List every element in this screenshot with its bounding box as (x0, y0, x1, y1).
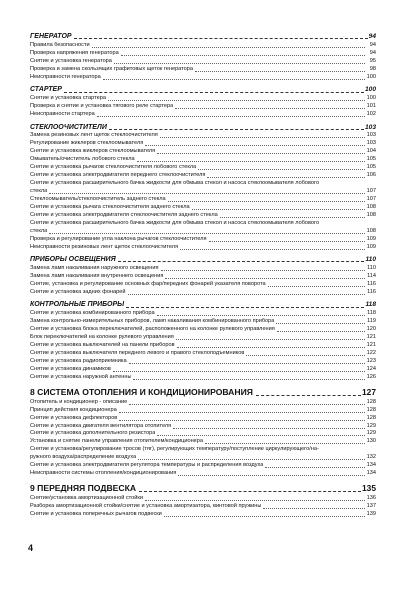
entry-page: 116 (367, 280, 376, 287)
entry-page: 101 (366, 103, 376, 110)
toc-entry (30, 212, 376, 220)
entry-title: Разборка амортизационной стойки/снятие и установка амортизатора, винтовой пружины (30, 503, 262, 510)
toc-entry (30, 326, 376, 334)
leader-dots (176, 339, 365, 340)
toc-entry (30, 265, 376, 273)
entry-page: 119 (367, 318, 376, 325)
entry-title: Регулирование жиклеров стеклоомывателя (30, 140, 144, 147)
entry-title: Снятие, установка и регулирование основных фар/передних фонарей указателя поворота (30, 280, 266, 287)
toc-entry (30, 281, 376, 289)
toc-entry (30, 503, 376, 511)
entry-title: Замена резиновых лент щеток стеклоочистителя (30, 132, 158, 139)
entry-title: Замена контрольно-измерительных приборов, ламп накаливания комбинированного прибора (30, 318, 275, 325)
toc-entry (30, 511, 376, 519)
heading-title: 8 СИСТЕМА ОТОПЛЕНИЯ И КОНДИЦИОНИРОВАНИЯ (30, 386, 253, 397)
entry-page: 108 (366, 227, 376, 234)
entry-page: 124 (366, 365, 376, 372)
leader-dots (164, 516, 365, 517)
heading-title: 9 ПЕРЕДНЯЯ ПОДВЕСКА (30, 483, 137, 494)
toc-entry (30, 188, 376, 196)
leader-dots (121, 55, 365, 56)
entry-title: Снятие и установка задних фонарей (30, 288, 126, 295)
toc-entry (30, 470, 376, 478)
entry-title: Снятие и установка двигателя вентилятора отопителя (30, 422, 172, 429)
leader-dots (209, 241, 365, 242)
toc-entry (30, 111, 376, 119)
entry-title: Снятие и установка дефлекторов (30, 414, 118, 421)
entry-title: Принцип действия кондиционера (30, 406, 117, 413)
toc-entry (30, 236, 376, 244)
heading-page: 110 (365, 256, 376, 264)
leader-dots (168, 201, 365, 202)
leader-dots (177, 347, 365, 348)
entry-title: Снятие и установка выключателей на панели приборов (30, 342, 175, 349)
section-heading (30, 254, 376, 265)
toc-entry (30, 374, 376, 382)
entry-title: Неисправности генератора (30, 73, 101, 80)
leader-dots (113, 371, 365, 372)
leader-dots (92, 47, 365, 48)
entry-title: Снятие и установка электродвигателя переднего стеклоочистителя (30, 172, 206, 179)
entry-page: 121 (366, 342, 376, 349)
entry-page: 104 (366, 148, 376, 155)
entry-page: 103 (366, 140, 376, 147)
leader-dots (145, 145, 365, 146)
section-heading (30, 122, 376, 133)
heading-title: ГЕНЕРАТОР (30, 33, 72, 40)
entry-page: 110 (367, 265, 376, 272)
toc-entry (30, 358, 376, 366)
entry-title: Снятие и установка комбинированного прибора (30, 310, 155, 317)
toc-entry (30, 196, 376, 204)
entry-page: 134 (366, 470, 376, 477)
table-of-contents (30, 31, 376, 519)
leader-line (256, 395, 361, 396)
toc-entry (30, 438, 376, 446)
toc-entry (30, 220, 376, 228)
entry-title: Омыватель/очиститель лобового стекла (30, 156, 135, 163)
section-heading (30, 31, 376, 42)
toc-entry (30, 66, 376, 74)
heading-title: КОНТРОЛЬНЫЕ ПРИБОРЫ (30, 301, 125, 309)
entry-title: Снятие и установка рычагов стеклоочистителя лобового стекла (30, 164, 197, 171)
toc-entry (30, 318, 376, 326)
heading-page: 94 (368, 33, 376, 40)
section-heading (30, 84, 376, 95)
toc-entry (30, 50, 376, 58)
entry-title: Снятие и установка генератора (30, 57, 112, 64)
toc-entry (30, 228, 376, 236)
toc-entry (30, 103, 376, 111)
entry-page: 95 (369, 57, 376, 64)
entry-title: Замена ламп накаливания внутреннего освещения (30, 272, 164, 279)
entry-page: 103 (366, 132, 376, 139)
leader-dots (277, 331, 365, 332)
entry-page: 106 (366, 172, 376, 179)
entry-title: Снятие и установка блока переключателей, расположенного на колонке рулевого управления (30, 326, 275, 333)
toc-entry (30, 462, 376, 470)
leader-dots (129, 363, 365, 364)
toc-entry (30, 140, 376, 148)
toc-entry (30, 273, 376, 281)
leader-dots (178, 475, 365, 476)
leader-dots (157, 435, 365, 436)
leader-dots (103, 79, 365, 80)
entry-title: Проверка и снятие и установка тягового реле стартера (30, 103, 174, 110)
entry-title: Неисправности резиновых лент щеток стеклоочистителя (30, 243, 179, 250)
leader-dots (165, 278, 365, 279)
entry-page: 100 (366, 95, 376, 102)
leader-dots (205, 443, 365, 444)
entry-title: ружного воздуха/распределение воздуха (30, 454, 137, 461)
entry-title: Снятие и установка дополнительного резистора (30, 430, 156, 437)
leader-dots (263, 508, 365, 509)
entry-title: Неисправности стартера (30, 111, 95, 118)
entry-title: Проверка и замена скользящих графитовых щеток генератора (30, 65, 193, 72)
entry-title: Снятие и установка расширительного бачка жидкости для обмыва стекол и насоса стеклоомывателя лобового (30, 219, 320, 226)
entry-title: Снятие и установка поперечных рычагов подвески (30, 510, 162, 517)
entry-page: 108 (366, 211, 376, 218)
section-heading (30, 299, 376, 310)
toc-entry (30, 42, 376, 50)
entry-page: 121 (366, 334, 376, 341)
heading-page: 135 (362, 483, 376, 494)
toc-entry (30, 407, 376, 415)
leader-dots (198, 169, 365, 170)
leader-dots (276, 323, 365, 324)
entry-title: стекла (30, 227, 48, 234)
leader-dots (173, 428, 365, 429)
entry-page: 109 (366, 235, 376, 242)
leader-dots (161, 270, 365, 271)
leader-dots (49, 193, 365, 194)
leader-dots (160, 137, 365, 138)
entry-title: Правила безопасности (30, 41, 90, 48)
toc-entry (30, 156, 376, 164)
leader-dots (268, 286, 365, 287)
entry-page: 107 (366, 195, 376, 202)
entry-page: 108 (366, 203, 376, 210)
leader-dots (220, 217, 365, 218)
toc-entry (30, 95, 376, 103)
leader-dots (207, 177, 365, 178)
leader-dots (180, 249, 365, 250)
leader-line (139, 491, 361, 492)
entry-title: Проверка напряжения генератора (30, 49, 119, 56)
leader-dots (157, 153, 365, 154)
entry-page: 128 (366, 414, 376, 421)
chapter-heading (30, 385, 376, 399)
entry-title: Снятие и установка электродвигателя регулятора температуры и распределения воздуха (30, 462, 264, 469)
toc-entry (30, 164, 376, 172)
entry-page: 122 (366, 349, 376, 356)
entry-page: 128 (366, 398, 376, 405)
entry-page: 129 (366, 430, 376, 437)
leader-dots (157, 315, 365, 316)
leader-dots (175, 108, 365, 109)
entry-title: Установка и снятие панели управления отопителем/кондиционера (30, 438, 204, 445)
entry-page: 116 (367, 288, 376, 295)
leader-dots (114, 63, 365, 64)
leader-dots (119, 420, 365, 421)
entry-page: 94 (369, 49, 376, 56)
entry-title: Стеклоомыватель/стеклоочиститель заднего стекла (30, 195, 166, 202)
toc-entry (30, 133, 376, 141)
leader-line (118, 261, 365, 262)
toc-entry (30, 334, 376, 342)
toc-entry (30, 350, 376, 358)
entry-page: 102 (366, 111, 376, 118)
entry-title: Снятие и установка динамиков (30, 365, 111, 372)
heading-page: 103 (364, 123, 376, 131)
entry-page: 130 (366, 438, 376, 445)
entry-title: Снятие и установка электродвигателя стеклоочистителя заднего стекла (30, 211, 218, 218)
entry-title: Снятие и установка стартера (30, 95, 106, 102)
toc-entry (30, 244, 376, 252)
entry-page: 139 (366, 510, 376, 517)
toc-entry (30, 289, 376, 297)
toc-entry (30, 180, 376, 188)
heading-title: СТАРТЕР (30, 86, 62, 94)
entry-title: Снятие и установка выключателя переднего левого и правого стеклоподъемников (30, 349, 245, 356)
toc-entry (30, 74, 376, 82)
leader-dots (192, 209, 365, 210)
leader-dots (145, 500, 365, 501)
leader-line (109, 129, 364, 130)
leader-dots (137, 161, 365, 162)
entry-title: Проверка и регулирование угла наклона рычагов стеклоочистителя (30, 235, 207, 242)
toc-entry (30, 423, 376, 431)
leader-dots (195, 71, 365, 72)
entry-page: 132 (366, 454, 376, 461)
entry-page: 114 (367, 272, 376, 279)
entry-page: 107 (366, 188, 376, 195)
heading-title: СТЕКЛООЧИСТИТЕЛИ (30, 123, 107, 131)
heading-page: 100 (364, 86, 376, 94)
toc-entry (30, 415, 376, 423)
toc-entry (30, 148, 376, 156)
entry-title: Снятие и установка жиклеров стеклоомывателя (30, 148, 156, 155)
heading-title: ПРИБОРЫ ОСВЕЩЕНИЯ (30, 256, 116, 264)
toc-entry (30, 446, 376, 454)
entry-page: 94 (369, 41, 376, 48)
entry-page: 105 (366, 164, 376, 171)
toc-entry (30, 454, 376, 462)
entry-page: 128 (366, 406, 376, 413)
heading-page: 118 (365, 301, 376, 309)
entry-page: 120 (366, 326, 376, 333)
entry-page: 137 (366, 503, 376, 510)
entry-title: Снятие/установка амортизационной стойки (30, 495, 143, 502)
toc-entry (30, 495, 376, 503)
entry-page: 109 (366, 243, 376, 250)
toc-entry (30, 58, 376, 66)
leader-dots (119, 412, 365, 413)
toc-entry (30, 310, 376, 318)
leader-dots (128, 294, 365, 295)
toc-entry (30, 399, 376, 407)
entry-title: Неисправности системы отопления/кондиционирования (30, 470, 177, 477)
chapter-heading (30, 481, 376, 495)
entry-title: Отопитель и кондиционер - описание (30, 398, 128, 405)
entry-page: 136 (366, 495, 376, 502)
entry-title: Снятие и установка/регулирование тросов (тяг), регулирующих температуру/поступление циркулирующего/на- (30, 446, 319, 453)
toc-entry (30, 342, 376, 350)
leader-line (64, 92, 364, 93)
entry-page: 126 (366, 373, 376, 380)
leader-line (74, 38, 368, 39)
leader-dots (265, 467, 365, 468)
entry-page: 100 (366, 73, 376, 80)
entry-title: Замена ламп накаливания наружного освещения (30, 265, 159, 272)
toc-entry (30, 204, 376, 212)
entry-title: Блок переключателей на колонке рулевого управления (30, 334, 174, 341)
leader-dots (49, 233, 365, 234)
toc-entry (30, 431, 376, 439)
heading-page: 127 (362, 386, 376, 397)
entry-page: 134 (366, 462, 376, 469)
leader-dots (129, 404, 365, 405)
entry-page: 98 (369, 65, 376, 72)
entry-page: 129 (366, 422, 376, 429)
toc-entry (30, 366, 376, 374)
leader-dots (246, 355, 365, 356)
leader-dots (108, 100, 365, 101)
entry-title: Снятие и установка рычага стеклоочистителя заднего стекла (30, 203, 190, 210)
leader-dots (133, 379, 365, 380)
leader-dots (97, 116, 365, 117)
entry-title: Снятие и установка расширительного бачка жидкости для обмыва стекол и насоса стеклоомывателя лобового (30, 180, 320, 187)
toc-entry (30, 172, 376, 180)
entry-title: Снятие и установка наружной антенны (30, 373, 132, 380)
leader-dots (138, 459, 365, 460)
page-number: 4 (28, 543, 34, 553)
entry-page: 123 (366, 357, 376, 364)
entry-page: 105 (366, 156, 376, 163)
entry-title: Снятие и установка радиоприемника (30, 357, 127, 364)
entry-title: стекла (30, 188, 48, 195)
entry-page: 118 (367, 310, 376, 317)
leader-line (126, 307, 364, 308)
